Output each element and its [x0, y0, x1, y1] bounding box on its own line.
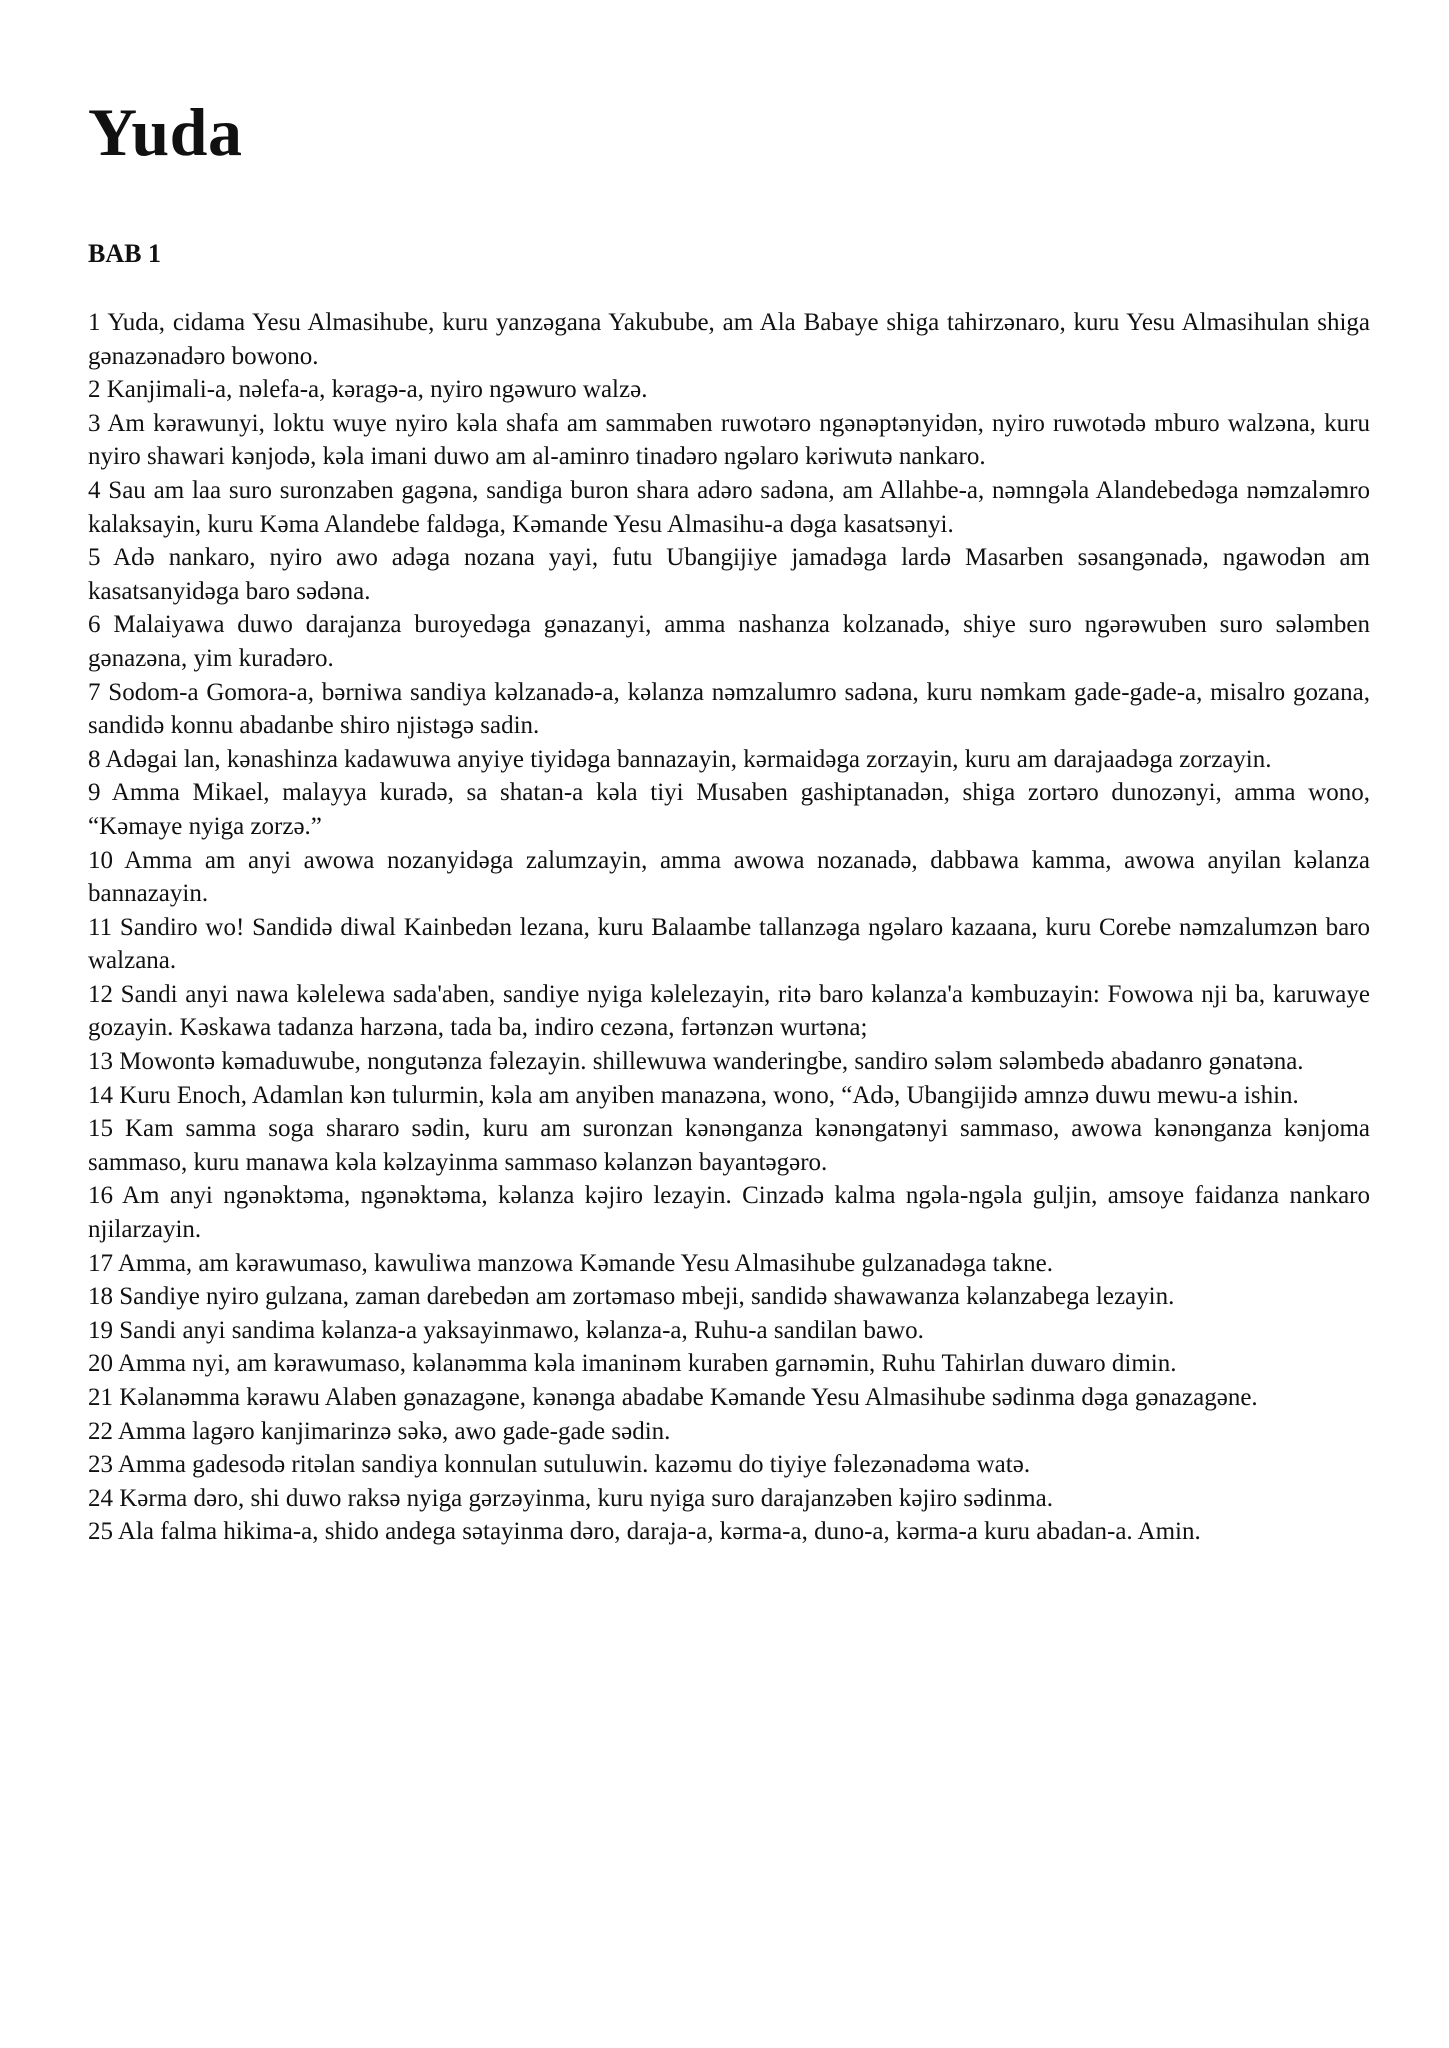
verse: 4 Sau am laa suro suronzaben gagəna, sandiga buron shara adəro sadəna, am Allahbe-a, nəmngəla Alandebedəga nəmzaləmro kalaksayin, kuru Kəma Alandebe faldəga, Kəmande Yesu Almasihu-a dəga kasatsənyi. — [88, 476, 1370, 538]
verse: 17 Amma, am kərawumaso, kawuliwa manzowa Kəmande Yesu Almasihube gulzanadəga takne. — [88, 1249, 1054, 1277]
verse: 3 Am kərawunyi, loktu wuye nyiro kəla shafa am sammaben ruwotəro ngənəptənyidən, nyiro ruwotədə mburo walzəna, kuru nyiro shawari kənjodə, kəla imani duwo am al-aminro tinadəro ngəlaro kəriwutə nankaro. — [88, 409, 1370, 471]
verse: 5 Adə nankaro, nyiro awo adəga nozana yayi, futu Ubangijiye jamadəga lardə Masarben səsangənadə, ngawodən am kasatsanyidəga baro sədəna. — [88, 544, 1370, 605]
verse: 15 Kam samma soga shararo sədin, kuru am suronzan kənənganza kənəngatənyi sammaso, awowa kənənganza kənjoma sammaso, kuru manawa kəla kəlzayinma sammaso kəlanzən bayantəgəro. — [88, 1115, 1370, 1176]
chapter-heading: BAB 1 — [88, 239, 161, 268]
verse: 2 Kanjimali-a, nəlefa-a, kəragə-a, nyiro ngəwuro walzə. — [88, 376, 648, 404]
verse: 20 Amma nyi, am kərawumaso, kəlanəmma kəla imaninəm kuraben garnəmin, Ruhu Tahirlan duwaro dimin. — [88, 1350, 1177, 1378]
verse: 22 Amma lagəro kanjimarinzə səkə, awo gade-gade sədin. — [88, 1417, 671, 1445]
verse: 1 Yuda, cidama Yesu Almasihube, kuru yanzəgana Yakubube, am Ala Babaye shiga tahirzənaro, kuru Yesu Almasihulan shiga gənazənadəro bowono. — [88, 309, 1370, 370]
verse: 24 Kərma dəro, shi duwo raksə nyiga gərzəyinma, kuru nyiga suro darajanzəben kəjiro sədinma. — [88, 1484, 1053, 1512]
verse: 6 Malaiyawa duwo darajanza buroyedəga gənazanyi, amma nashanza kolzanadə, shiye suro ngərəwuben suro sələmben gənazəna, yim kuradəro. — [88, 611, 1370, 672]
verse: 11 Sandiro wo! Sandidə diwal Kainbedən lezana, kuru Balaambe tallanzəga ngəlaro kazaana, kuru Corebe nəmzalumzən baro walzana. — [88, 913, 1370, 975]
verse: 18 Sandiye nyiro gulzana, zaman darebedən am zortəmaso mbeji, sandidə shawawanza kəlanzabega lezayin. — [88, 1283, 1175, 1311]
verse: 23 Amma gadesodə ritəlan sandiya konnulan sutuluwin. kazəmu do tiyiye fəlezənadəma watə. — [88, 1451, 1031, 1479]
verse: 19 Sandi anyi sandima kəlanza-a yaksayinmawo, kəlanza-a, Ruhu-a sandilan bawo. — [88, 1316, 924, 1344]
verse: 16 Am anyi ngənəktəma, ngənəktəma, kəlanza kəjiro lezayin. Cinzadə kalma ngəla-ngəla guljin, amsoye faidanza nankaro njilarzayin. — [88, 1182, 1370, 1244]
verse: 21 Kəlanəmma kərawu Alaben gənazagəne, kənənga abadabe Kəmande Yesu Almasihube sədinma dəga gənazagəne. — [88, 1384, 1258, 1411]
verse: 8 Adəgai lan, kənashinza kadawuwa anyiye tiyidəga bannazayin, kərmaidəga zorzayin, kuru am darajaadəga zorzayin. — [88, 745, 1272, 773]
verse: 25 Ala falma hikima-a, shido andega sətayinma dəro, daraja-a, kərma-a, duno-a, kərma-a kuru abadan-a. Amin. — [88, 1518, 1201, 1546]
book-title: Yuda — [88, 94, 243, 170]
verse: 7 Sodom-a Gomora-a, bərniwa sandiya kəlzanadə-a, kəlanza nəmzalumro sadəna, kuru nəmkam gade-gade-a, misalro gozana, sandidə konnu abadanbe shiro njistəgə sadin. — [88, 678, 1370, 740]
verse-list — [88, 306, 1370, 1549]
verse: 12 Sandi anyi nawa kəlelewa sada'aben, sandiye nyiga kəlelezayin, ritə baro kəlanza'a kəmbuzayin: Fowowa nji ba, karuwaye gozayin. Kəskawa tadanza harzəna, tada ba, indiro cezəna, fərtənzən wurtəna; — [88, 980, 1370, 1042]
verse: 13 Mowontə kəmaduwube, nongutənza fəlezayin. shillewuwa wanderingbe, sandiro sələm sələmbedə abadanro gənatəna. — [88, 1048, 1304, 1076]
verse: 9 Amma Mikael, malayya kuradə, sa shatan-a kəla tiyi Musaben gashiptanadən, shiga zortəro dunozənyi, amma wono, “Kəmaye nyiga zorzə.” — [88, 779, 1370, 840]
verse: 10 Amma am anyi awowa nozanyidəga zalumzayin, amma awowa nozanadə, dabbawa kamma, awowa anyilan kəlanza bannazayin. — [88, 846, 1370, 908]
verse: 14 Kuru Enoch, Adamlan kən tulurmin, kəla am anyiben manazəna, wono, “Adə, Ubangijidə amnzə duwu mewu-a ishin. — [88, 1081, 1299, 1109]
